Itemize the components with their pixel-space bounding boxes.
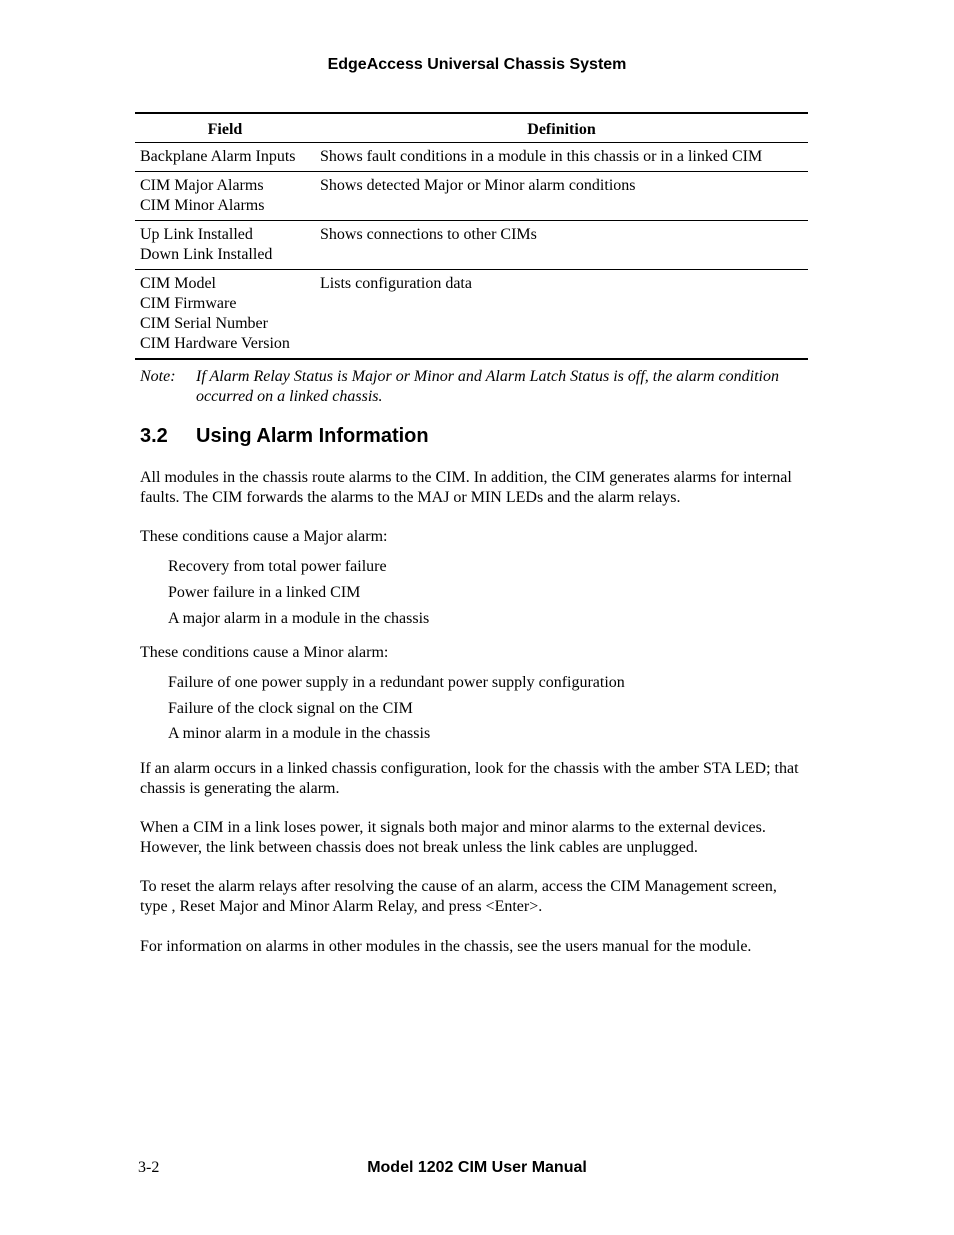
field-cell (135, 221, 315, 270)
field-name: Down Link Installed (140, 246, 273, 263)
field-name: CIM Firmware (140, 295, 237, 312)
definition-cell: Shows fault conditions in a module in this chassis or in a linked CIM (315, 143, 808, 172)
field-name: CIM Model (140, 275, 216, 292)
reset-relays-paragraph: To reset the alarm relays after resolving the cause of an alarm, access the CIM Management screen, type , Reset Major and Minor Alarm Relay, and press <Enter>. (140, 878, 777, 915)
list-item: Failure of one power supply in a redundant power supply configuration (168, 674, 625, 691)
list-item: A minor alarm in a module in the chassis (168, 725, 431, 742)
major-alarm-lead: These conditions cause a Major alarm: (140, 528, 388, 545)
note-label: Note: (140, 368, 176, 385)
note-text: If Alarm Relay Status is Major or Minor and Alarm Latch Status is off, the alarm condition occurred on a linked chassis. (196, 368, 779, 405)
field-cell (135, 172, 315, 221)
intro-paragraph: All modules in the chassis route alarms to the CIM. In addition, the CIM generates alarms for internal faults. The CIM forwards the alarms to the MAJ or MIN LEDs and the alarm relays. (140, 469, 792, 506)
table-row (135, 221, 808, 270)
section-number: 3.2 (140, 425, 168, 447)
field-name: Up Link Installed (140, 226, 253, 243)
table-row (135, 172, 808, 221)
column-header-field: Field (135, 113, 315, 143)
table-header-row (135, 113, 808, 143)
running-header: EdgeAccess Universal Chassis System (327, 56, 627, 73)
section-title: Using Alarm Information (196, 425, 429, 447)
footer-title: Model 1202 CIM User Manual (367, 1159, 587, 1176)
table-row (135, 143, 808, 172)
list-item: Power failure in a linked CIM (168, 584, 361, 601)
field-name: CIM Serial Number (140, 315, 268, 332)
power-loss-paragraph: When a CIM in a link loses power, it signals both major and minor alarms to the external devices. However, the link between chassis does not break unless the link cables are unplugged. (140, 819, 766, 856)
field-name: CIM Minor Alarms (140, 197, 265, 214)
list-item: Failure of the clock signal on the CIM (168, 700, 413, 717)
linked-chassis-paragraph: If an alarm occurs in a linked chassis configuration, look for the chassis with the amber STA LED; that chassis is generating the alarm. (140, 760, 799, 797)
column-header-definition: Definition (315, 113, 808, 143)
field-name: CIM Hardware Version (140, 335, 290, 352)
field-cell (135, 270, 315, 360)
section-heading (140, 425, 429, 448)
note (140, 367, 810, 407)
field-definition-table (135, 112, 808, 360)
list-item: A major alarm in a module in the chassis (168, 610, 430, 627)
table-row (135, 270, 808, 360)
field-name: Backplane Alarm Inputs (140, 148, 296, 165)
page-number: 3-2 (138, 1159, 160, 1176)
definition-cell: Shows detected Major or Minor alarm conditions (315, 172, 808, 221)
other-modules-paragraph: For information on alarms in other modules in the chassis, see the users manual for the module. (140, 938, 752, 955)
field-name: CIM Major Alarms (140, 177, 264, 194)
minor-alarm-lead: These conditions cause a Minor alarm: (140, 644, 389, 661)
definition-cell: Shows connections to other CIMs (315, 221, 808, 270)
list-item: Recovery from total power failure (168, 558, 387, 575)
field-cell (135, 143, 315, 172)
definition-cell: Lists configuration data (315, 270, 808, 360)
